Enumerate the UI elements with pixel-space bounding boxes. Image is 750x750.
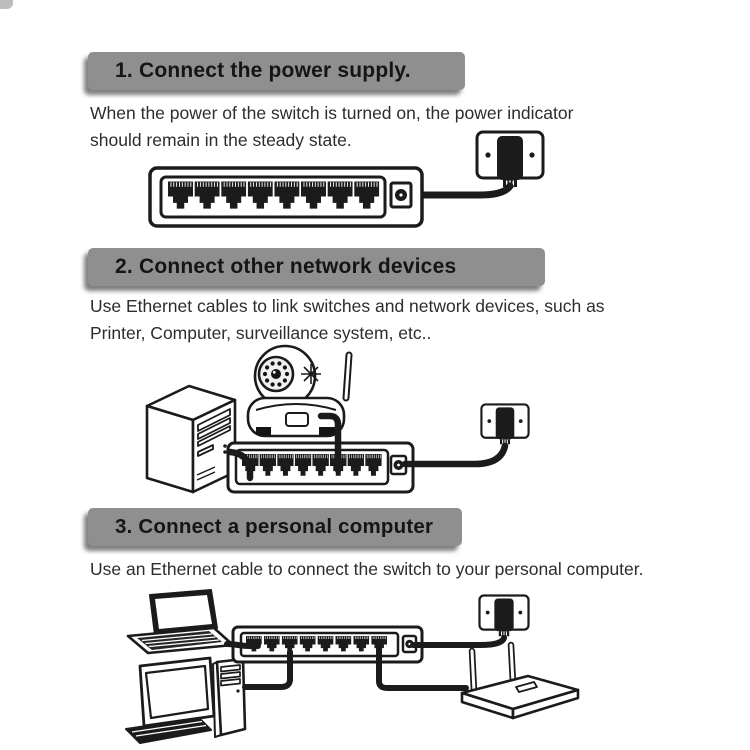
speaker-detail <box>301 364 321 384</box>
ethernet-switch-icon <box>228 443 413 492</box>
section-2-illustration-devices <box>135 340 560 500</box>
section-3-text <box>90 556 644 583</box>
section-1-text-line-2: should remain in the steady state. <box>90 130 352 150</box>
section-3-text-line-1: Use an Ethernet cable to connect the switch to your personal computer. <box>90 559 644 579</box>
section-1-title: 1. Connect the power supply. <box>115 59 411 82</box>
power-cable <box>413 638 504 645</box>
power-cable <box>405 446 505 464</box>
power-outlet-icon <box>477 132 543 187</box>
section-2-text <box>90 293 605 347</box>
ip-camera-icon <box>248 346 349 436</box>
laptop-icon <box>128 590 233 653</box>
power-outlet-icon <box>481 404 528 444</box>
wireless-router-icon <box>462 645 578 718</box>
power-jack-icon <box>391 183 411 207</box>
section-2-header <box>88 248 545 286</box>
section-2-title: 2. Connect other network devices <box>115 255 457 278</box>
section-1-header <box>88 52 465 90</box>
section-3-illustration-computer <box>110 588 590 750</box>
section-1-illustration-switch-power <box>130 122 560 245</box>
section-1-text-line-1: When the power of the switch is turned on, the power indicator <box>90 103 574 123</box>
section-3-title: 3. Connect a personal computer <box>115 515 434 538</box>
section-2-text-line-1: Use Ethernet cables to link switches and network devices, such as <box>90 296 605 316</box>
ethernet-switch-icon <box>233 627 422 662</box>
power-outlet-icon <box>479 595 528 636</box>
desktop-computer-icon <box>126 658 245 743</box>
section-2-text-line-2: Printer, Computer, surveillance system, etc.. <box>90 323 432 343</box>
ethernet-cable-laptop <box>227 644 258 646</box>
ethernet-switch-icon <box>150 168 422 226</box>
pc-tower-icon <box>147 386 235 492</box>
section-3-header <box>88 508 462 546</box>
scan-corner-artifact <box>0 0 13 9</box>
